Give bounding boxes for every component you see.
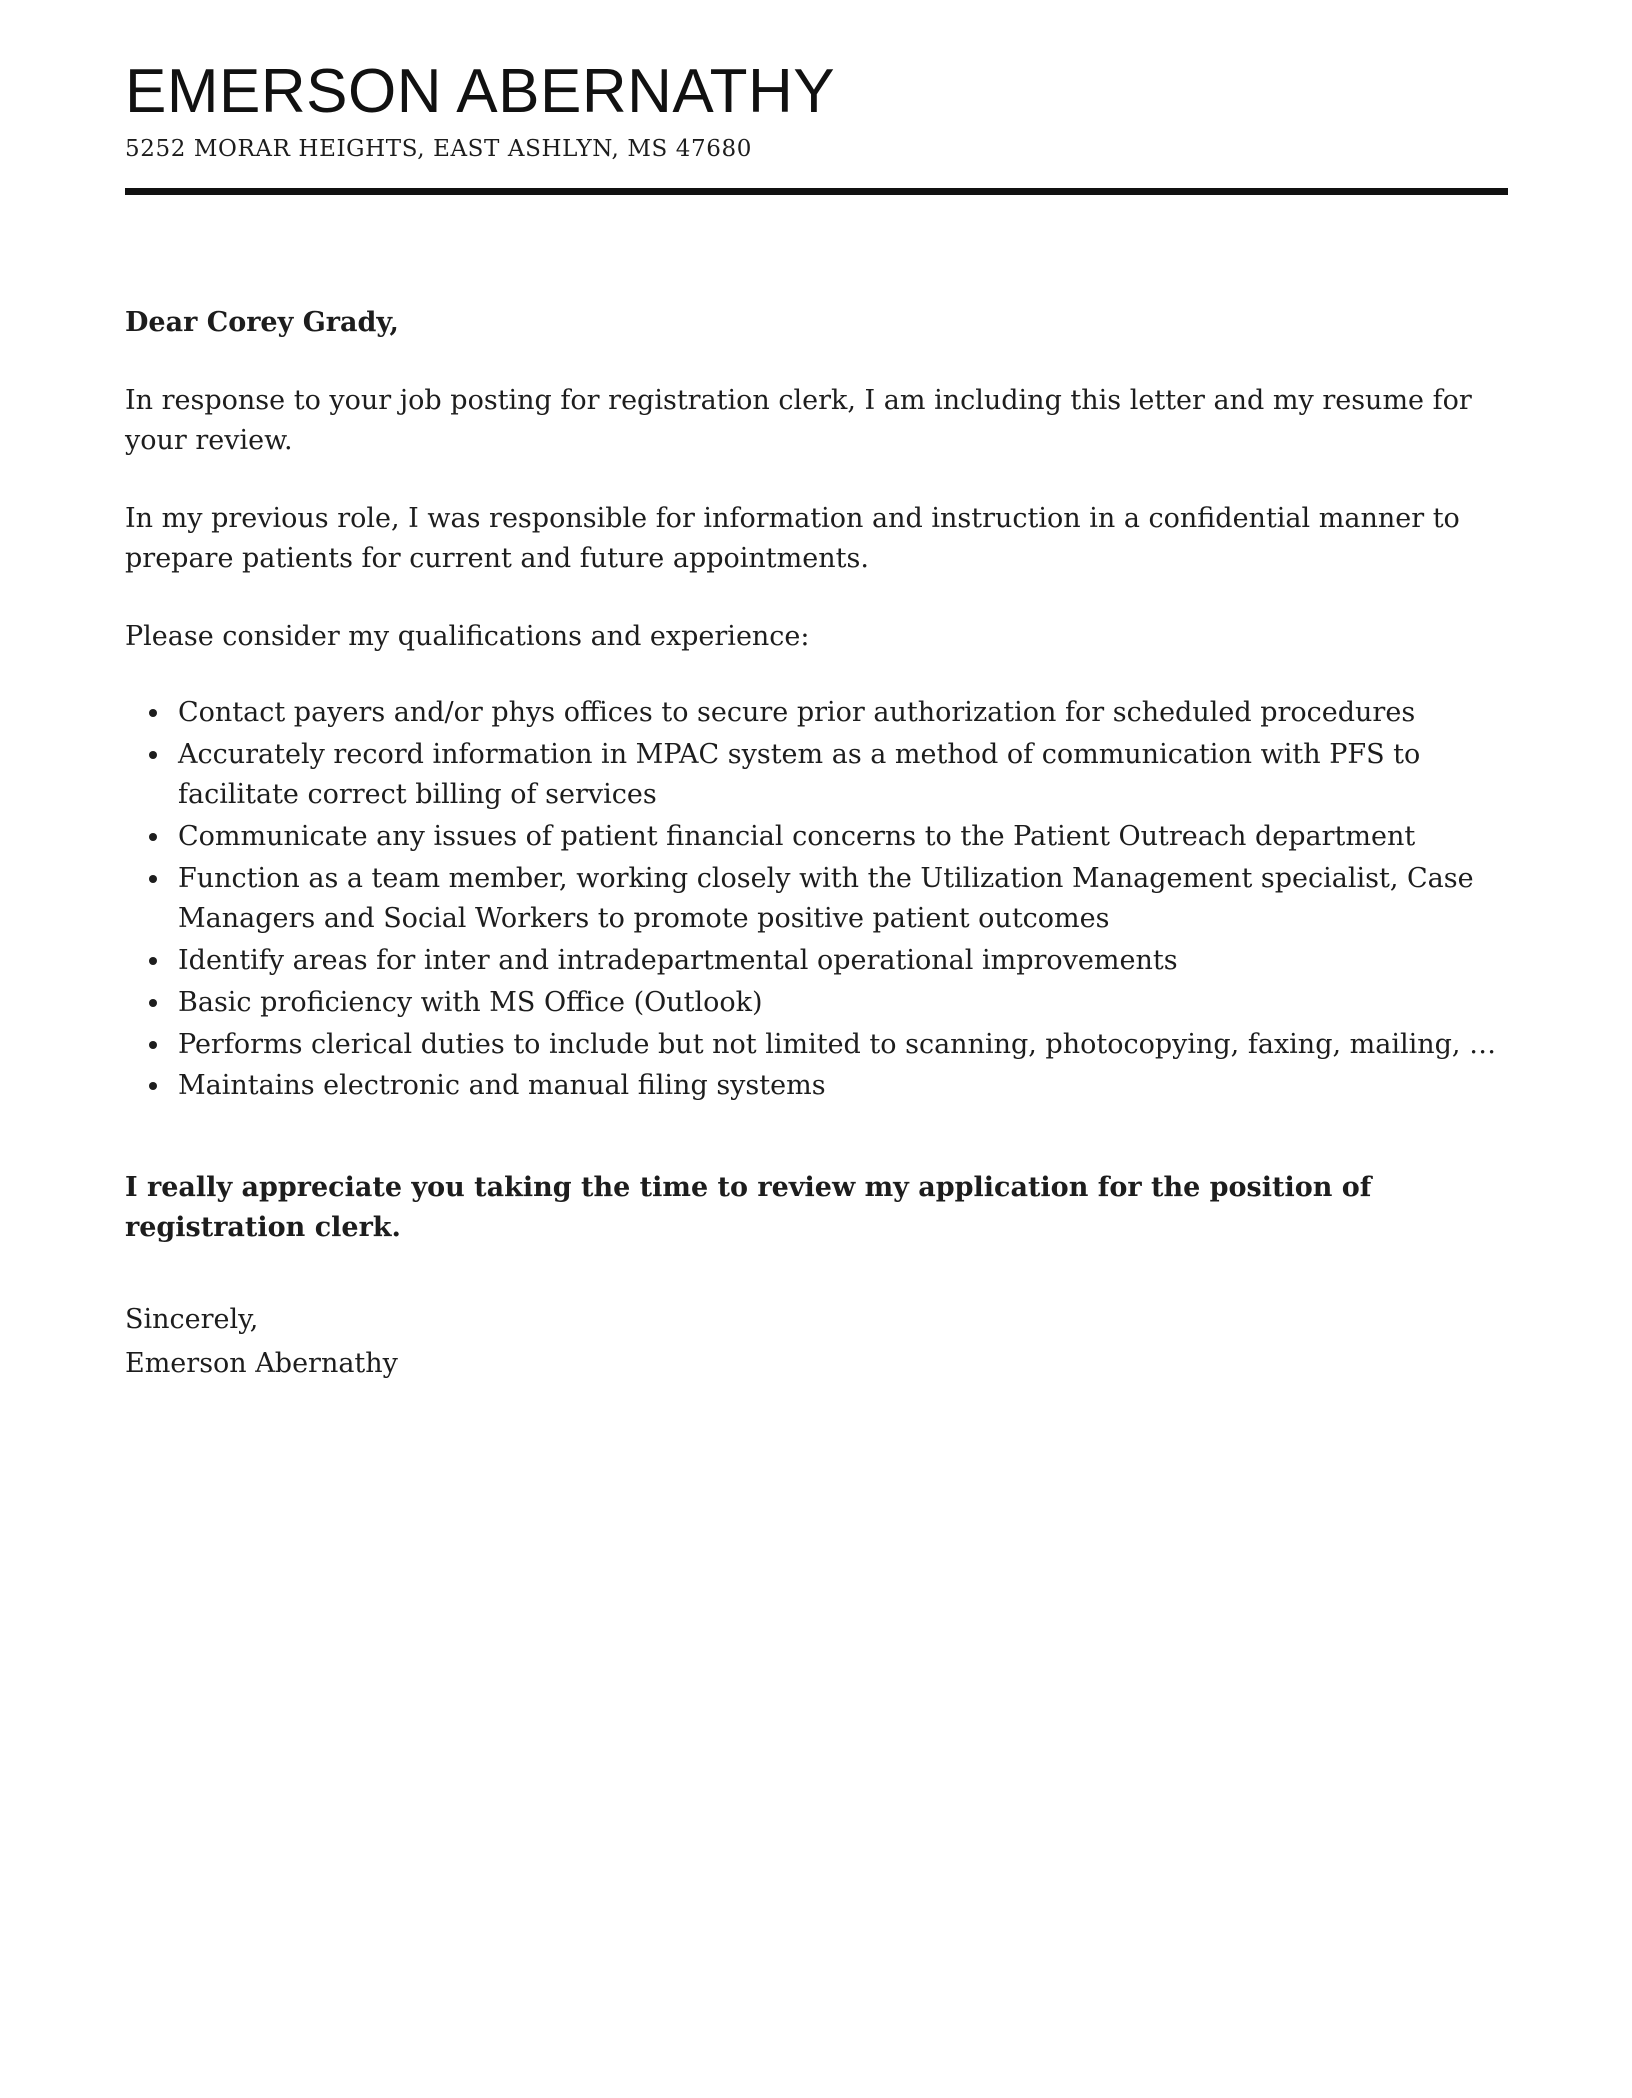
qualification-item: • Maintains electronic and manual filing systems: [172, 1066, 1508, 1106]
qualification-item: • Contact payers and/or phys offices to secure prior authorization for scheduled procedures: [172, 693, 1508, 733]
previous-role-paragraph: In my previous role, I was responsible for information and instruction in a confidential manner to prepare patients for current and future appointments.: [125, 503, 1460, 574]
header-divider: [125, 188, 1508, 195]
signature-name: Emerson Abernathy: [125, 1348, 398, 1380]
qualification-item: • Basic proficiency with MS Office (Outlook): [172, 983, 1508, 1023]
qualifications-list: [125, 693, 1508, 1107]
qualification-item: • Performs clerical duties to include but not limited to scanning, photocopying, faxing, mailing, …: [172, 1025, 1508, 1065]
qualifications-intro: Please consider my qualifications and experience:: [125, 620, 810, 652]
qualification-item: • Accurately record information in MPAC system as a method of communication with PFS to facilitate correct billing of services: [172, 735, 1508, 815]
salutation: Dear Corey Grady,: [125, 307, 399, 339]
signoff: Sincerely,: [125, 1304, 259, 1336]
sender-name: EMERSON ABERNATHY: [125, 57, 836, 126]
closing-paragraph: I really appreciate you taking the time to review my application for the position of registration clerk.: [125, 1172, 1372, 1244]
qualification-item: • Communicate any issues of patient financial concerns to the Patient Outreach department: [172, 817, 1508, 857]
sender-address: 5252 MORAR HEIGHTS, EAST ASHLYN, MS 47680: [125, 136, 752, 163]
qualification-item: • Identify areas for inter and intradepartmental operational improvements: [172, 941, 1508, 981]
intro-paragraph: In response to your job posting for registration clerk, I am including this letter and my resume for your review.: [125, 385, 1472, 457]
letter-header: [125, 58, 1508, 195]
letter-body: [125, 303, 1508, 1384]
qualification-item: • Function as a team member, working closely with the Utilization Management specialist, Case Managers and Social Workers to promote positive patient outcomes: [172, 859, 1508, 939]
